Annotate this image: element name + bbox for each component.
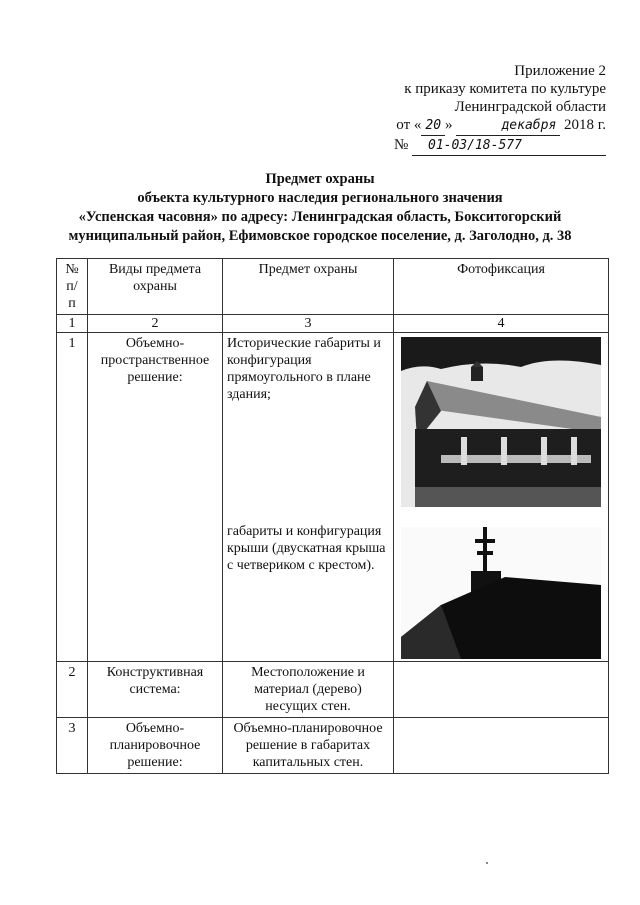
row-kind: Конструктивная система:	[88, 662, 223, 718]
row-number: 1	[57, 333, 88, 662]
row-photos-empty	[394, 662, 609, 718]
table-header-row	[57, 259, 609, 315]
table-row	[57, 718, 609, 774]
title-line-4: муниципальный район, Ефимовское городское поселение, д. Заголодно, д. 38	[68, 228, 572, 244]
date-prefix: от «	[396, 117, 422, 133]
date-mid: »	[445, 117, 453, 133]
row-kind: Объемно-планировочное решение:	[88, 718, 223, 774]
title-line-1: Предмет охраны	[265, 171, 375, 187]
appendix-region-line: Ленинградской области	[454, 99, 606, 115]
order-number-value: 01-03/18-577	[412, 137, 606, 156]
date-month: декабря	[456, 117, 560, 136]
chapel-photo	[401, 337, 601, 507]
row-subject: Местоположение и материал (дерево) несущих стен.	[223, 662, 394, 718]
title-line-2: объекта культурного наследия регионального значения	[137, 190, 503, 206]
header-number: № п/ п	[57, 259, 88, 315]
row-photos-empty	[394, 718, 609, 774]
chapel-photo-image	[401, 337, 601, 507]
appendix-label: Приложение 2	[514, 63, 606, 79]
subject-roof: габариты и конфигурация крыши (двускатная крыша с четвериком с крестом).	[227, 524, 386, 573]
col-number-2: 2	[88, 315, 223, 333]
roof-photo-image	[401, 527, 601, 659]
row-subject: Объемно-планировочное решение в габаритах капитальных стен.	[223, 718, 394, 774]
col-number-1: 1	[57, 315, 88, 333]
subject-building: Исторические габариты и конфигурация прямоугольного в плане здания;	[227, 336, 381, 402]
col-number-4: 4	[394, 315, 609, 333]
appendix-date	[394, 116, 606, 136]
roof-photo	[401, 527, 601, 659]
scan-artifact	[486, 862, 488, 864]
date-year: 2018 г.	[564, 117, 606, 133]
row-photos	[394, 333, 609, 662]
header-photo: Фотофиксация	[394, 259, 609, 315]
order-number	[394, 136, 606, 156]
col-number-3: 3	[223, 315, 394, 333]
title-line-3: «Успенская часовня» по адресу: Ленинградская область, Бокситогорский	[78, 209, 562, 225]
document-title	[40, 170, 600, 246]
row-kind: Объемно-пространственное решение:	[88, 333, 223, 662]
spacer	[227, 403, 389, 523]
date-day: 20	[421, 117, 445, 136]
row-number: 2	[57, 662, 88, 718]
table-row	[57, 662, 609, 718]
number-prefix: №	[393, 137, 409, 153]
protection-subject-table	[56, 258, 609, 774]
header-subject: Предмет охраны	[223, 259, 394, 315]
row-number: 3	[57, 718, 88, 774]
column-number-row	[57, 315, 609, 333]
header-kind: Виды предмета охраны	[88, 259, 223, 315]
table-row	[57, 333, 609, 662]
appendix-header	[394, 62, 606, 156]
row-subject	[223, 333, 394, 662]
appendix-order-line: к приказу комитета по культуре	[404, 81, 606, 97]
